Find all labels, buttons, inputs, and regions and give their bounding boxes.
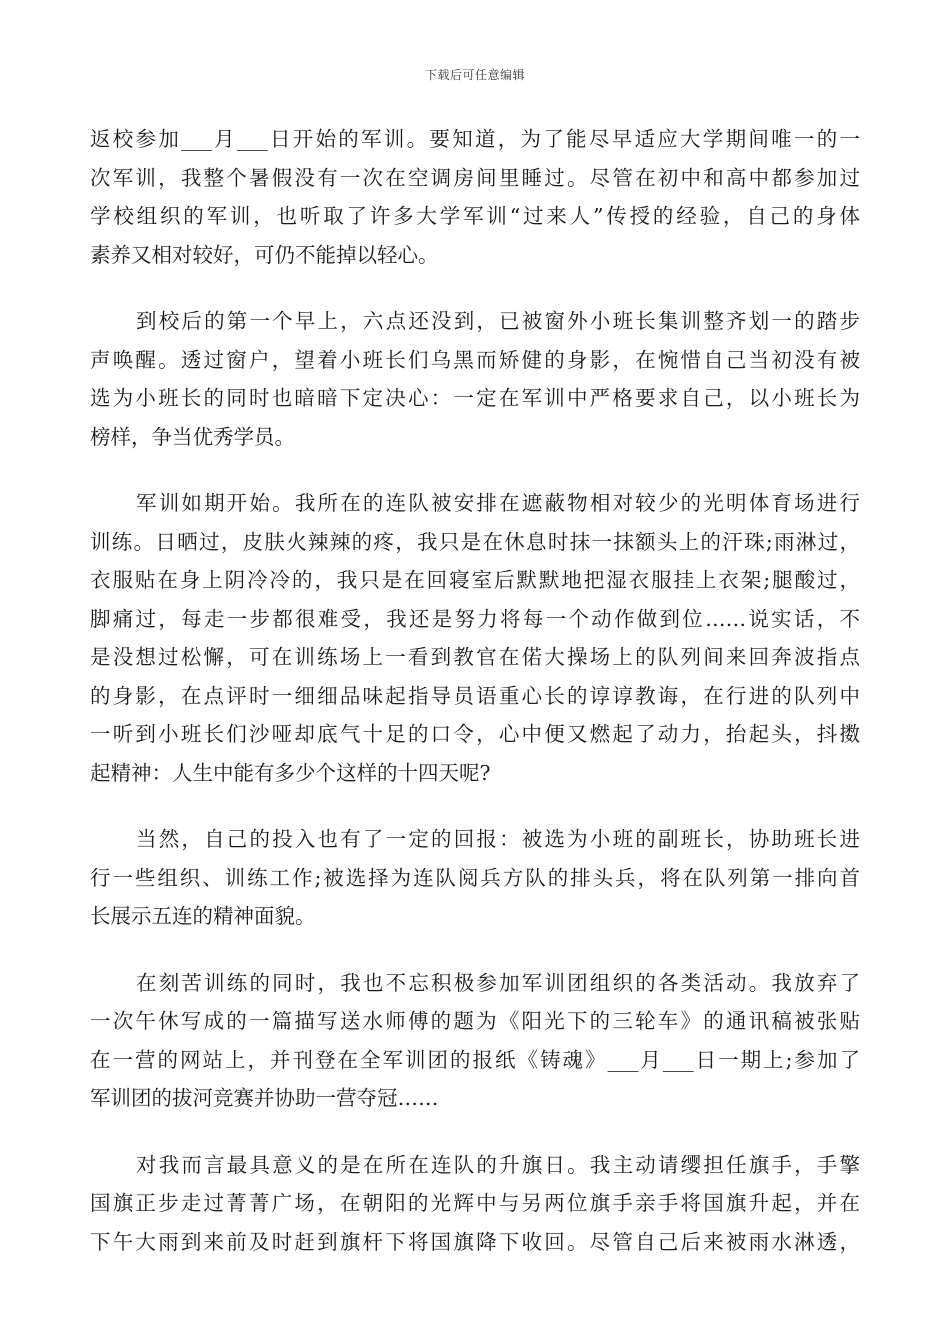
paragraph-1 bbox=[90, 120, 860, 274]
text-line: 次军训，我整个暑假没有一次在空调房间里睡过。尽管在初中和高中都参加过 bbox=[90, 165, 860, 190]
text-line: 起精神：人生中能有多少个这样的十四天呢? bbox=[90, 760, 491, 785]
text-line: 到校后的第一个早上，六点还没到，已被窗外小班长集训整齐划一的踏步 bbox=[136, 309, 860, 333]
text-line: 下午大雨到来前及时赶到旗杆下将国旗降下收回。尽管自己后来被雨水淋透， bbox=[90, 1229, 860, 1254]
page-header: 下载后可任意编辑 bbox=[424, 68, 525, 82]
text-line: 衣服贴在身上阴冷冷的，我只是在回寝室后默默地把湿衣服挂上衣架;腿酸过， bbox=[90, 568, 860, 592]
text-line: 对我而言最具意义的是在所在连队的升旗日。我主动请缨担任旗手，手擎 bbox=[136, 1152, 860, 1177]
text-line: 是没想过松懈，可在训练场上一看到教官在偌大操场上的队列间来回奔波指点 bbox=[90, 645, 860, 669]
text-line: 脚痛过，每走一步都很难受，我还是努力将每一个动作做到位……说实话，不 bbox=[90, 606, 860, 631]
text-line: 返校参加___月___日开始的军训。要知道，为了能尽早适应大学期间唯一的一 bbox=[90, 127, 860, 151]
paragraph-2 bbox=[90, 302, 860, 456]
text-line: 选为小班长的同时也暗暗下定决心：一定在军训中严格要求自己，以小班长为 bbox=[90, 386, 860, 410]
text-line: 行一些组织、训练工作;被选择为连队阅兵方队的排头兵，将在队列第一排向首 bbox=[90, 865, 860, 890]
paragraph-4 bbox=[90, 820, 860, 936]
paragraph-3 bbox=[90, 484, 860, 792]
text-line: 学校组织的军训，也听取了许多大学军训“过来人”传授的经验，自己的身体 bbox=[90, 204, 860, 228]
text-line: 的身影，在点评时一细细品味起指导员语重心长的谆谆教诲，在行进的队列中 bbox=[90, 683, 860, 708]
text-line: 在一营的网站上，并刊登在全军训团的报纸《铸魂》___月___日一期上;参加了 bbox=[90, 1047, 860, 1072]
text-line: 在刻苦训练的同时，我也不忘积极参加军训团组织的各类活动。我放弃了 bbox=[136, 970, 860, 995]
paragraph-5 bbox=[90, 964, 860, 1118]
text-line: 榜样，争当优秀学员。 bbox=[90, 424, 295, 449]
text-line: 国旗正步走过菁菁广场，在朝阳的光辉中与另两位旗手亲手将国旗升起，并在 bbox=[90, 1191, 860, 1215]
text-line: 一听到小班长们沙哑却底气十足的口令，心中便又燃起了动力，抬起头，抖擞 bbox=[90, 722, 860, 746]
text-line: 声唤醒。透过窗户，望着小班长们乌黑而矫健的身影，在惋惜自己当初没有被 bbox=[90, 347, 860, 372]
text-line: 军训团的拔河竞赛并协助一营夺冠…… bbox=[90, 1086, 439, 1110]
text-line: 当然，自己的投入也有了一定的回报：被选为小班的副班长，协助班长进 bbox=[136, 827, 860, 851]
paragraph-6 bbox=[90, 1146, 860, 1262]
document-body bbox=[90, 120, 860, 1289]
text-line: 长展示五连的精神面貌。 bbox=[90, 904, 316, 928]
text-line: 军训如期开始。我所在的连队被安排在遮蔽物相对较少的光明体育场进行 bbox=[136, 491, 860, 515]
text-line: 训练。日晒过，皮肤火辣辣的疼，我只是在休息时抹一抹额头上的汗珠;雨淋过， bbox=[90, 529, 860, 554]
text-line: 素养又相对较好，可仍不能掉以轻心。 bbox=[90, 242, 439, 267]
text-line: 一次午休写成的一篇描写送水师傅的题为《阳光下的三轮车》的通讯稿被张贴 bbox=[90, 1009, 860, 1033]
